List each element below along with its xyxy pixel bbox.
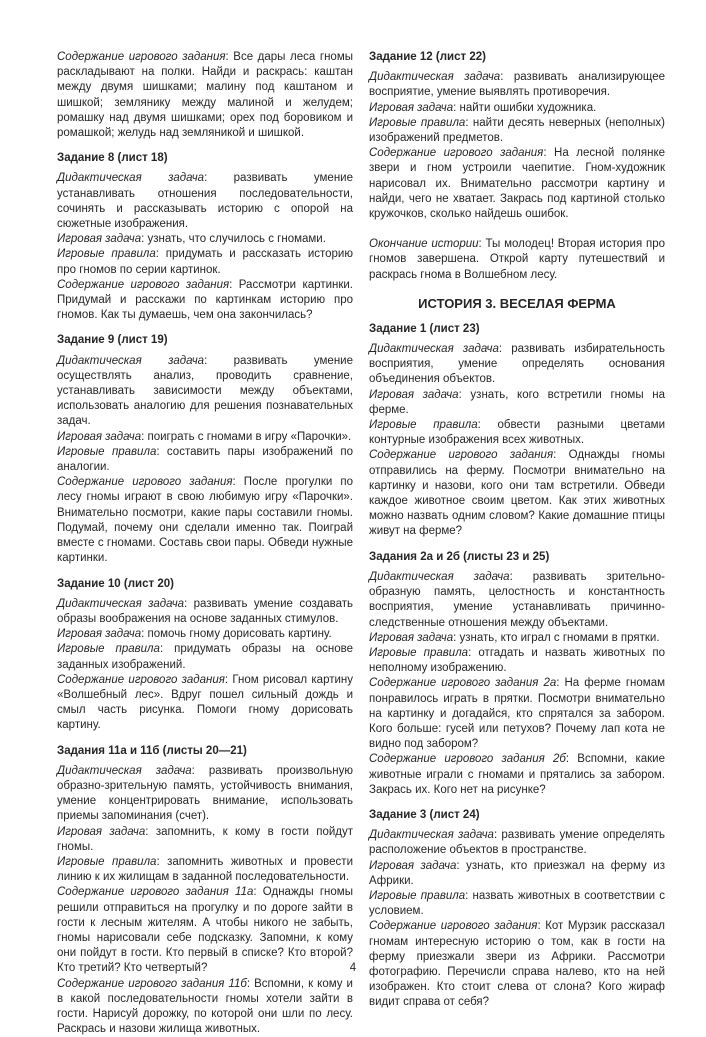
paragraph-lead: Игровые правила	[57, 445, 157, 458]
paragraph: Дидактическая задача: развивать умение создавать образы воображения на основе заданных стимулов.	[57, 597, 353, 625]
paragraph: Содержание игрового задания: На лесной полянке звери и гном устроили чаепитие. Гном-художник нарисовал их. Внимательно рассмотри картину и найди, чего не хватает. Закрась под картиной столько кружочков, сколько найдешь ошибок.	[369, 147, 665, 221]
paragraph: Игровые правила: запомнить животных и провести линию к их жилищам в заданной последовательности.	[57, 855, 353, 884]
paragraph: Игровая задача: узнать, кто приезжал на ферму из Африки.	[369, 859, 665, 887]
paragraph-lead: Содержание игрового задания 11а	[57, 886, 254, 899]
paragraph-lead: Игровая задача	[57, 430, 142, 443]
paragraph: Содержание игрового задания: Все дары леса гномы раскладывают на полки. Найди и раскрась: каштан между двумя шишками; малину под каштаном и шишкой; землянику между малиной и желудем; ромашку над двумя шишками; орех под боровиком и ромашкой; желудь над земляникой и шишкой.	[57, 51, 353, 140]
paragraph-lead: Содержание игрового задания	[369, 920, 538, 933]
paragraph: Игровая задача: узнать, кто играл с гномами в прятки.	[369, 631, 660, 644]
page-number: 4	[349, 962, 357, 974]
right-column	[369, 50, 665, 1037]
paragraph: Игровая задача: узнать, что случилось с гномами.	[57, 233, 326, 246]
paragraph-lead: Содержание игрового задания	[57, 278, 230, 291]
paragraph: Игровая задача: помочь гному дорисовать картину.	[57, 628, 332, 641]
paragraph: Игровая задача: найти ошибки художника.	[369, 101, 597, 114]
paragraph: Дидактическая задача: развивать умение устанавливать отношения последовательности, сочинять и рассказывать историю с опорой на сюжетные изображения.	[57, 172, 353, 231]
paragraph: Окончание истории: Ты молодец! Вторая история про гномов завершена. Открой карту путешествий и раскрась гнома в Волшебном лесу.	[369, 238, 665, 281]
paragraph-lead: Игровая задача	[369, 388, 459, 401]
paragraph-lead: Игровая задача	[369, 859, 457, 872]
task-heading: Задание 12 (лист 22)	[369, 51, 486, 63]
task-heading: Задание 1 (лист 23)	[369, 322, 480, 335]
paragraph-lead: Игровые правила	[57, 643, 160, 656]
paragraph: Игровые правила: назвать животных в соответствии с условием.	[369, 889, 665, 918]
paragraph: Игровые правила: найти десять неверных (неполных) изображений предметов.	[369, 116, 665, 145]
paragraph-lead: Содержание игрового задания 11б	[57, 977, 247, 990]
paragraph-lead: Дидактическая задача	[57, 764, 192, 777]
paragraph: Содержание игрового задания: После прогулки по лесу гномы играют в свою любимую игру «Парочки». Внимательно посмотри, какие пары составили гномы. Подумай, почему они сделали именно так. Поиграй вместе с гномами. Составь свои пары. Обведи нужные картинки.	[57, 476, 354, 565]
paragraph: Игровые правила: придумать образы на основе заданных изображений.	[57, 643, 353, 671]
paragraph-lead: Игровые правила	[57, 855, 157, 868]
two-column-layout	[57, 50, 665, 1037]
paragraph-lead: Игровая задача	[369, 101, 454, 114]
paragraph: Дидактическая задача: развивать произвольную образно-зрительную память, устойчивость внимания, умение концентрировать внимание, использовать приемы запоминания (счет).	[57, 764, 353, 823]
task-heading: Задание 10 (лист 20)	[57, 577, 174, 590]
paragraph: Содержание игрового задания 11а: Однажды гномы решили отправиться на прогулку и по дороге зайти в гости к лесным жителям. А чтобы никого не забыть, гномы нарисовали себе подсказку. Запомни, к кому они пойдут в гости. Кто первый в списке? Кто второй? Кто третий? Кто четвертый?	[57, 886, 353, 975]
story-section-heading: ИСТОРИЯ 3. ВЕСЕЛАЯ ФЕРМА	[418, 295, 616, 311]
task-heading: Задания 11а и 11б (листы 20—21)	[57, 744, 247, 757]
paragraph-lead: Игровые правила	[369, 419, 478, 432]
paragraph: Дидактическая задача: развивать анализирующее восприятие, умение выявлять противоречия.	[369, 71, 665, 99]
paragraph-lead: Содержание игрового задания	[369, 449, 554, 462]
paragraph-lead: Дидактическая задача	[369, 829, 494, 842]
paragraph: Содержание игрового задания 11б: Вспомни, к кому и в какой последовательности гномы хотели зайти в гости. Нарисуй дорожку, по которой они шли по лесу. Раскрась и назови жилища животных.	[57, 977, 353, 1036]
paragraph: Содержание игрового задания 2а: На ферме гномам понравилось играть в прятки. Посмотри внимательно на картинку и догадайся, кто спрятался за забором. Кого больше: гусей или петухов? Почему лап кота не видно под забором?	[369, 677, 666, 751]
paragraph: Содержание игрового задания: Однажды гномы отправились на ферму. Посмотри внимательно на картинку и назови, кого они там встретили. Обведи каждое животное своим цветом. Как этих животных можно назвать одним словом? Какие домашние птицы живут на ферме?	[369, 449, 665, 538]
paragraph: Дидактическая задача: развивать зрительно-образную память, целостность и константность восприятия, умение устанавливать причинно-следственные отношения между объектами.	[369, 570, 665, 629]
paragraph: Игровая задача: узнать, кого встретили гномы на ферме.	[369, 388, 665, 416]
paragraph-lead: Содержание игрового задания	[369, 147, 544, 160]
paragraph: Игровые правила: отгадать и назвать животных по неполному изображению.	[369, 646, 665, 675]
task-heading: Задание 3 (лист 24)	[369, 808, 480, 821]
paragraph-lead: Содержание игрового задания 2б	[369, 753, 566, 766]
paragraph: Дидактическая задача: развивать избирательность восприятия, умение определять основания объединения объектов.	[369, 343, 665, 386]
paragraph: Игровые правила: составить пары изображений по аналогии.	[57, 445, 353, 474]
paragraph-lead: Игровая задача	[57, 825, 146, 838]
paragraph-lead: Содержание игрового задания	[57, 476, 233, 489]
paragraph-lead: Игровые правила	[369, 889, 466, 902]
paragraph-lead: Содержание игрового задания	[57, 673, 225, 686]
paragraph-lead: Содержание игрового задания 2а	[369, 677, 557, 690]
paragraph: Игровая задача: поиграть с гномами в игру «Парочки».	[57, 430, 352, 443]
paragraph: Игровые правила: придумать и рассказать историю про гномов по серии картинок.	[57, 248, 353, 276]
paragraph-lead: Игровые правила	[57, 248, 156, 261]
paragraph-lead: Содержание игрового задания	[57, 51, 226, 63]
paragraph: Дидактическая задача: развивать умение осуществлять анализ, проводить сравнение, устанавливать зависимости между объектами, использовать аналогию для решения познавательных задач.	[57, 354, 353, 428]
paragraph-lead: Дидактическая задача	[369, 343, 499, 356]
paragraph-lead: Игровая задача	[57, 628, 142, 641]
paragraph-lead: Игровая задача	[369, 631, 454, 644]
paragraph-lead: Игровая задача	[57, 233, 142, 246]
paragraph-lead: Игровые правила	[369, 116, 466, 129]
task-heading: Задание 9 (лист 19)	[57, 334, 168, 347]
paragraph: Дидактическая задача: развивать умение определять расположение объектов в пространстве.	[369, 829, 665, 857]
paragraph: Содержание игрового задания: Кот Мурзик рассказал гномам интересную историю о том, как в гости на ферму приезжали звери из Африки. Рассмотри фотографию. Перечисли справа налево, кто на ней изображен. Кто стоит слева от слона? Кого жираф видит справа от себя?	[369, 920, 665, 1009]
paragraph: Содержание игрового задания: Рассмотри картинки. Придумай и расскажи по картинкам историю про гномов. Как ты думаешь, чем она закончилась?	[57, 278, 354, 322]
paragraph: Содержание игрового задания 2б: Вспомни, какие животные играли с гномами и прятались за забором. Закрась их. Кого нет на рисунке?	[369, 753, 665, 796]
paragraph: Игровые правила: обвести разными цветами контурные изображения всех животных.	[369, 419, 665, 447]
paragraph-lead: Дидактическая задача	[369, 570, 510, 583]
task-heading: Задания 2а и 2б (листы 23 и 25)	[369, 550, 550, 563]
paragraph-lead: Дидактическая задача	[57, 354, 205, 367]
paragraph-lead: Дидактическая задача	[57, 597, 185, 610]
paragraph: Содержание игрового задания: Гном рисовал картину «Волшебный лес». Вдруг пошел сильный дождь и смыл часть рисунка. Помоги гному дорисовать картину.	[57, 673, 353, 732]
task-heading: Задание 8 (лист 18)	[57, 152, 168, 165]
paragraph-lead: Дидактическая задача	[369, 71, 501, 84]
paragraph: Игровая задача: запомнить, к кому в гости пойдут гномы.	[57, 825, 354, 853]
paragraph-lead: Игровые правила	[369, 646, 469, 659]
paragraph-lead: Дидактическая задача	[57, 172, 205, 185]
paragraph-lead: Окончание истории	[369, 238, 479, 251]
left-column	[57, 50, 353, 1037]
